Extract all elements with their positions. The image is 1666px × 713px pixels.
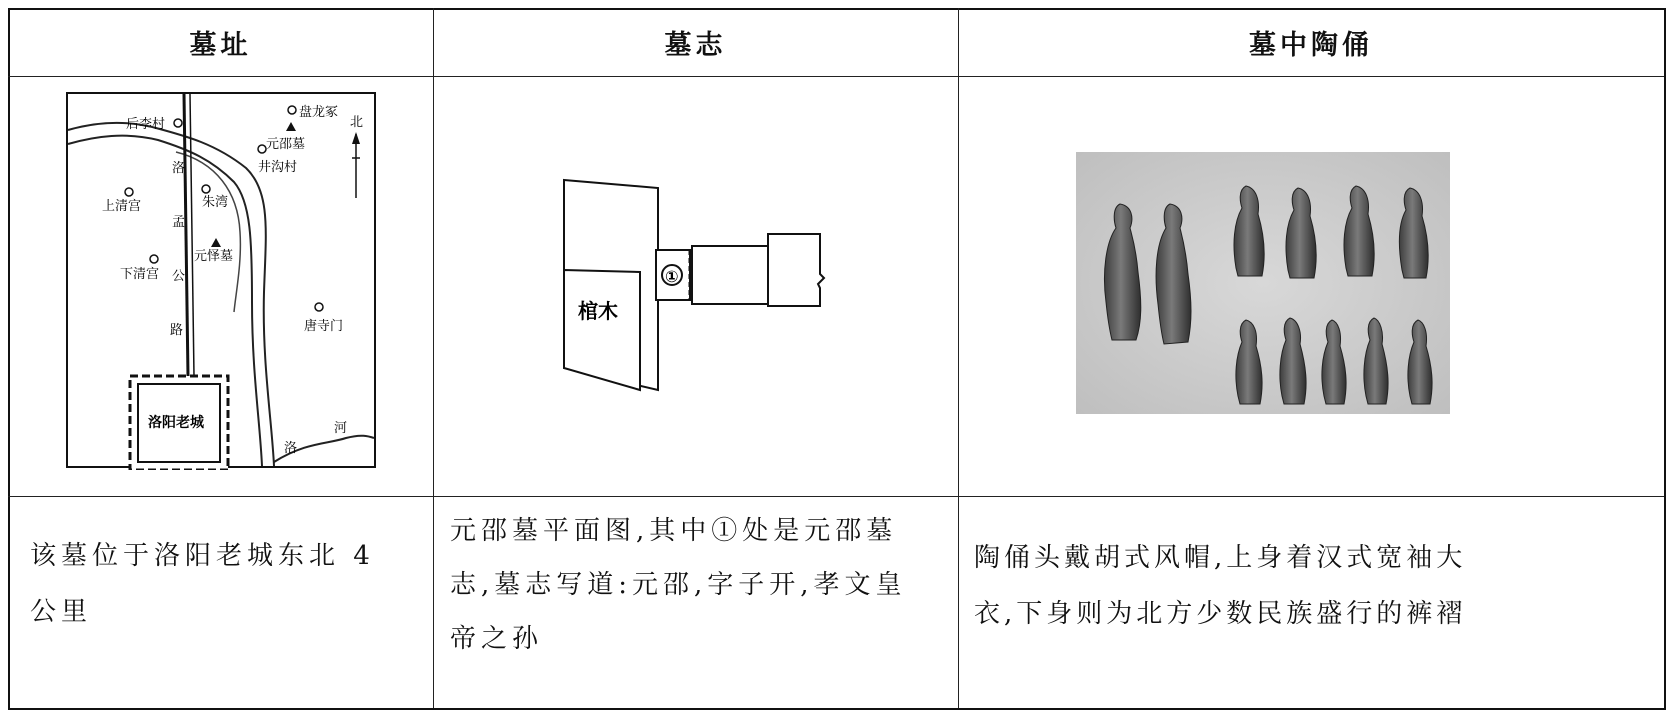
map-label-luo-road: 洛 <box>172 161 186 176</box>
epitaph-description-line: 志,墓志写道:元邵,字子开,孝文皇 <box>450 570 907 600</box>
map-label-panlongzhong: 盘龙冢 <box>299 105 339 120</box>
site-description-line: 公里 <box>30 597 93 627</box>
info-table <box>8 8 1664 708</box>
map-label-meng: 孟 <box>172 215 186 230</box>
pottery-figurines-photo <box>1076 152 1450 414</box>
figurines-description <box>974 530 1654 642</box>
map-label-luo-river: 洛 <box>284 441 298 456</box>
map-label-yuanyimu: 元怿墓 <box>194 249 234 264</box>
figurines-description-line: 衣,下身则为北方少数民族盛行的裤褶 <box>974 599 1467 629</box>
epitaph-description <box>450 504 955 666</box>
column-divider <box>433 8 434 708</box>
map-label-he: 河 <box>334 421 348 436</box>
epitaph-description-line: 元邵墓平面图,其中①处是元邵墓 <box>450 516 898 546</box>
epitaph-description-line: 帝之孙 <box>450 624 544 654</box>
header-epitaph: 墓志 <box>664 29 727 61</box>
map-label-gong: 公 <box>172 269 186 284</box>
plan-coffin-label: 棺木 <box>578 299 618 323</box>
map-label-north: 北 <box>350 115 364 130</box>
map-label-houlicun: 后李村 <box>126 117 166 132</box>
map-label-yuanshaomu: 元邵墓 <box>266 137 306 152</box>
site-description-line: 该墓位于洛阳老城东北 4 <box>30 541 375 571</box>
map-label-lu: 路 <box>170 323 184 338</box>
map-label-shangqinggong: 上清宫 <box>102 199 142 214</box>
map-label-laocheng: 洛阳老城 <box>148 415 204 431</box>
figurines-description-line: 陶俑头戴胡式风帽,上身着汉式宽袖大 <box>974 543 1467 573</box>
site-description <box>30 528 420 640</box>
column-divider <box>958 8 959 708</box>
tomb-floor-plan <box>558 174 838 396</box>
map-label-tangsimen: 唐寺门 <box>304 319 344 334</box>
tomb-location-map <box>66 92 378 470</box>
row-divider <box>8 496 1664 497</box>
header-site: 墓址 <box>189 29 252 61</box>
header-figurines: 墓中陶俑 <box>1249 29 1373 61</box>
plan-marker: ① <box>665 267 679 286</box>
map-label-xiaqinggong: 下清宫 <box>120 267 160 282</box>
header-divider <box>8 76 1664 77</box>
map-label-zhuwan: 朱湾 <box>202 195 229 210</box>
map-label-jinggoucun: 井沟村 <box>258 160 298 175</box>
